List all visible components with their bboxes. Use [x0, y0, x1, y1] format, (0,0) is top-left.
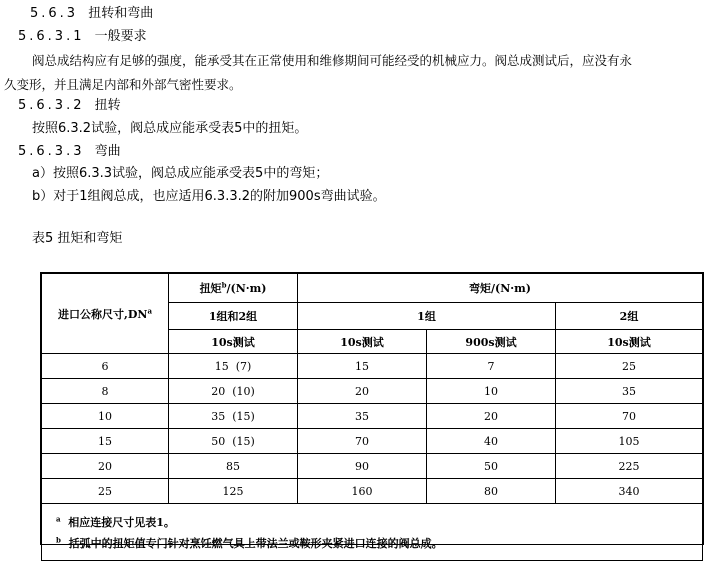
list-item-a: a）按照6.3.3试验，阀总成应能承受表5中的弯矩； — [32, 166, 329, 181]
cell-g1-10s: 35 — [298, 404, 427, 429]
cell-g1-900s: 50 — [427, 454, 556, 479]
cell-g2-10s: 70 — [556, 404, 703, 429]
cell-g1-10s: 90 — [298, 454, 427, 479]
section-title: 扭转 — [94, 98, 121, 113]
header-group1: 1组 — [298, 303, 556, 330]
header-torque-10s: 10s测试 — [169, 330, 298, 354]
heading-5-6-3-1 — [18, 29, 147, 45]
heading-5-6-3 — [30, 6, 153, 22]
section-number: 5.6.3.3 — [18, 144, 85, 159]
heading-5-6-3-3 — [18, 144, 121, 160]
torque-bending-table — [40, 272, 704, 550]
section-number: 5.6.3.1 — [18, 29, 85, 44]
cell-torque: 125 — [169, 479, 298, 504]
cell-g1-10s: 160 — [298, 479, 427, 504]
cell-g1-900s: 40 — [427, 429, 556, 454]
table-row — [42, 379, 703, 404]
header-dn: 进口公称尺寸$,DN^a$ — [42, 274, 169, 354]
section-title: 弯曲 — [94, 144, 121, 159]
header-group2: 2组 — [556, 303, 703, 330]
heading-5-6-3-2 — [18, 98, 121, 114]
table-row — [42, 479, 703, 504]
cell-dn: 8 — [42, 379, 169, 404]
header-g2-10s: 10s测试 — [556, 330, 703, 354]
section-title: 扭转和弯曲 — [88, 6, 154, 21]
paragraph-torsion: 按照6.3.2试验，阀总成应能承受表5中的扭矩。 — [32, 121, 308, 136]
table-row — [42, 404, 703, 429]
table-row — [42, 354, 703, 379]
cell-g1-10s: 15 — [298, 354, 427, 379]
table-footnotes — [42, 504, 703, 561]
cell-dn: 25 — [42, 479, 169, 504]
section-number: 5.6.3 — [30, 6, 79, 21]
cell-g2-10s: 25 — [556, 354, 703, 379]
footnote-a: $^a$ 相应连接尺寸见表1。 — [56, 513, 175, 529]
cell-g2-10s: 225 — [556, 454, 703, 479]
footnote-b: $^b$ 括弧中的扭矩值专门针对烹饪燃气具上带法兰或鞍形夹紧进口连接的阀总成。 — [56, 534, 443, 550]
list-item-b: b）对于1组阀总成，也应适用6.3.3.2的附加900s弯曲试验。 — [32, 189, 386, 204]
header-torque-groups: 1组和2组 — [169, 303, 298, 330]
section-title: 一般要求 — [94, 29, 147, 44]
table-caption: 表5 扭矩和弯矩 — [32, 231, 123, 246]
cell-dn: 20 — [42, 454, 169, 479]
cell-g1-900s: 7 — [427, 354, 556, 379]
header-g1-10s: 10s测试 — [298, 330, 427, 354]
cell-torque: 85 — [169, 454, 298, 479]
header-torque: 扭矩$^b$/(N·m) — [169, 274, 298, 303]
table-row — [42, 429, 703, 454]
paragraph-general-line2: 久变形，并且满足内部和外部气密性要求。 — [4, 77, 242, 92]
cell-g1-10s: 70 — [298, 429, 427, 454]
paragraph-general-line1: 阀总成结构应有足够的强度，能承受其在正常使用和维修期间可能经受的机械应力。阀总成测试后，应没有永 — [32, 53, 633, 68]
cell-g1-10s: 20 — [298, 379, 427, 404]
cell-dn: 6 — [42, 354, 169, 379]
cell-torque: 35 (15) — [169, 404, 298, 429]
cell-torque: 15 (7) — [169, 354, 298, 379]
cell-g1-900s: 20 — [427, 404, 556, 429]
cell-g1-900s: 80 — [427, 479, 556, 504]
cell-torque: 50 (15) — [169, 429, 298, 454]
cell-dn: 15 — [42, 429, 169, 454]
cell-g2-10s: 35 — [556, 379, 703, 404]
cell-g2-10s: 340 — [556, 479, 703, 504]
header-g1-900s: 900s测试 — [427, 330, 556, 354]
section-number: 5.6.3.2 — [18, 98, 85, 113]
cell-g1-900s: 10 — [427, 379, 556, 404]
cell-dn: 10 — [42, 404, 169, 429]
cell-g2-10s: 105 — [556, 429, 703, 454]
header-bending: 弯矩/(N·m) — [298, 274, 703, 303]
cell-torque: 20 (10) — [169, 379, 298, 404]
table-row — [42, 454, 703, 479]
